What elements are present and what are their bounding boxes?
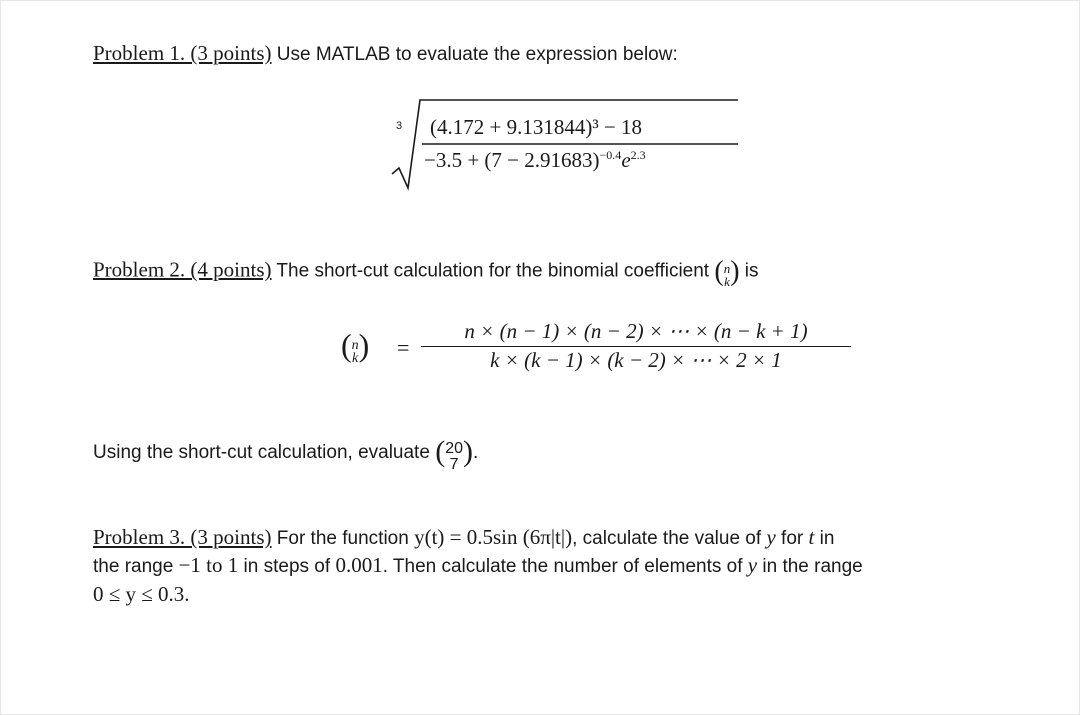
problem3-line1	[93, 525, 834, 550]
binomial-formula	[341, 319, 861, 383]
denominator-e-exponent: 2.3	[630, 148, 646, 162]
line2-b: in steps of	[238, 556, 336, 577]
problem2-statement	[93, 256, 759, 288]
problem3-text-b: , calculate the value of	[572, 528, 767, 549]
problem2-evaluate	[93, 435, 478, 472]
formula-denominator: k × (k − 1) × (k − 2) × ⋯ × 2 × 1	[490, 348, 782, 372]
binomial-20-7: (20 7 )	[435, 435, 473, 473]
binom-bottom: k	[724, 273, 730, 289]
problem2-text-after: is	[739, 260, 759, 282]
problem2-text: The short-cut calculation for the binomial coefficient	[271, 260, 715, 282]
denominator-e: e	[621, 148, 631, 172]
cube-root-sign	[386, 96, 746, 191]
problem1-numerator: (4.172 + 9.131844)³ − 18	[430, 115, 642, 139]
problem2-heading: Problem 2. (4 points)	[93, 257, 272, 282]
formula-numerator: n × (n − 1) × (n − 2) × ⋯ × (n − k + 1)	[421, 319, 851, 347]
problem1-text: Use MATLAB to evaluate the expression below:	[271, 44, 678, 65]
line2-d: in the range	[757, 556, 863, 577]
formula-fraction	[421, 319, 851, 373]
formula-binom: (n k)	[341, 327, 370, 367]
binomial-n-k: (n k)	[714, 256, 740, 289]
problem3-function: y(t) = 0.5sin (6π|t|)	[414, 525, 573, 549]
line2-c: . Then calculate the number of elements of	[382, 556, 748, 577]
problem3-heading: Problem 3. (3 points)	[93, 525, 272, 549]
formula-binom-top: n	[351, 338, 359, 354]
problem3-line2	[93, 553, 863, 578]
formula-binom-bottom: k	[352, 351, 359, 367]
problem3-text-a: For the function	[271, 528, 415, 549]
problem3-line3: 0 ≤ y ≤ 0.3.	[93, 582, 190, 606]
denominator-exponent: −0.4	[599, 148, 622, 162]
problem3-text-c: for	[775, 528, 809, 549]
evaluate-text: Using the short-cut calculation, evaluate	[93, 441, 436, 463]
problem1-expression	[386, 96, 746, 191]
problem1-statement	[93, 41, 678, 66]
formula-equals: =	[397, 335, 410, 360]
problem1-heading: Problem 1. (3 points)	[93, 41, 272, 65]
line2-a: the range	[93, 556, 179, 577]
line2-y: y	[747, 553, 758, 577]
binom-top: n	[723, 261, 731, 277]
eval-end: .	[472, 441, 479, 463]
problem3-var-t: t	[808, 525, 815, 549]
eval-top: 20	[445, 440, 463, 458]
problem3-var-y: y	[766, 525, 776, 549]
line2-step: 0.001	[335, 553, 383, 577]
problem1-denominator	[424, 148, 646, 173]
line2-range: −1 to 1	[178, 553, 239, 577]
problem3-text-d: in	[814, 528, 835, 549]
eval-bottom: 7	[449, 455, 459, 473]
root-index: 3	[396, 120, 403, 132]
denominator-main: −3.5 + (7 − 2.91683)	[424, 148, 600, 172]
